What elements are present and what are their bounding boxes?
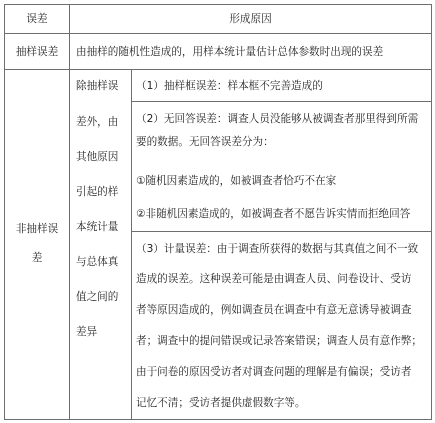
table-border-right <box>431 4 432 420</box>
definition-line: 其他原因 <box>76 151 119 163</box>
error-table <box>4 4 432 420</box>
item-divider <box>132 101 432 102</box>
definition-line: 差外，由 <box>76 116 119 128</box>
item-nonresponse-line: 要的数据。无回答误差分为： <box>136 136 274 148</box>
item-nonresponse-line: （2）无回答误差：调查人员没能够从被调查者那里得到所需 <box>136 113 419 125</box>
item-nonresponse-line: ②非随机因素造成的，如被调查者不愿告诉实情而拒绝回答 <box>136 208 411 220</box>
non-sampling-error-label: 非抽样误 <box>15 223 59 235</box>
col-divider <box>69 4 70 420</box>
table-border-left <box>4 4 5 420</box>
item-divider <box>132 231 432 232</box>
item-measurement-line: 记忆不清；受访者提供虚假数字等。 <box>136 397 306 409</box>
sampling-error-cause: 由抽样的随机性造成的，用样本统计量估计总体参数时出现的误差 <box>76 46 384 58</box>
col-divider <box>131 69 132 420</box>
sampling-error-label: 抽样误差 <box>15 46 59 58</box>
header-error-cell: 误差 <box>26 13 48 25</box>
definition-line: 本统计量 <box>76 221 119 233</box>
item-measurement-line: 造成的误差。这种误差可能是由调查人员、问卷设计、受访 <box>136 273 412 285</box>
item-measurement-line: （3）计量误差：由于调查所获得的数据与其真值之间不一致 <box>136 243 419 255</box>
definition-line: 除抽样误 <box>76 80 119 92</box>
item-nonresponse-line: ①随机因素造成的，如被调查者恰巧不在家 <box>136 175 337 187</box>
definition-line: 与总体真 <box>76 256 119 268</box>
non-sampling-error-label: 差 <box>31 252 43 264</box>
item-measurement-line: 者；调查中的提问错误或记录答案错误；调查人员有意作弊； <box>136 335 423 347</box>
item-measurement-line: 者等原因造成的，例如调查员在调查中有意无意诱导被调查 <box>136 304 412 316</box>
definition-line: 引起的样 <box>76 186 119 198</box>
item-frame-error: （1）抽样框误差：样本框不完善造成的 <box>136 80 323 92</box>
definition-line: 值之间的 <box>76 291 119 303</box>
item-measurement-line: 由于问卷的原因受访者对调查问题的理解是有偏误；受访者 <box>136 366 412 378</box>
definition-line: 差异 <box>76 326 98 338</box>
header-cause-cell: 形成原因 <box>229 13 272 25</box>
